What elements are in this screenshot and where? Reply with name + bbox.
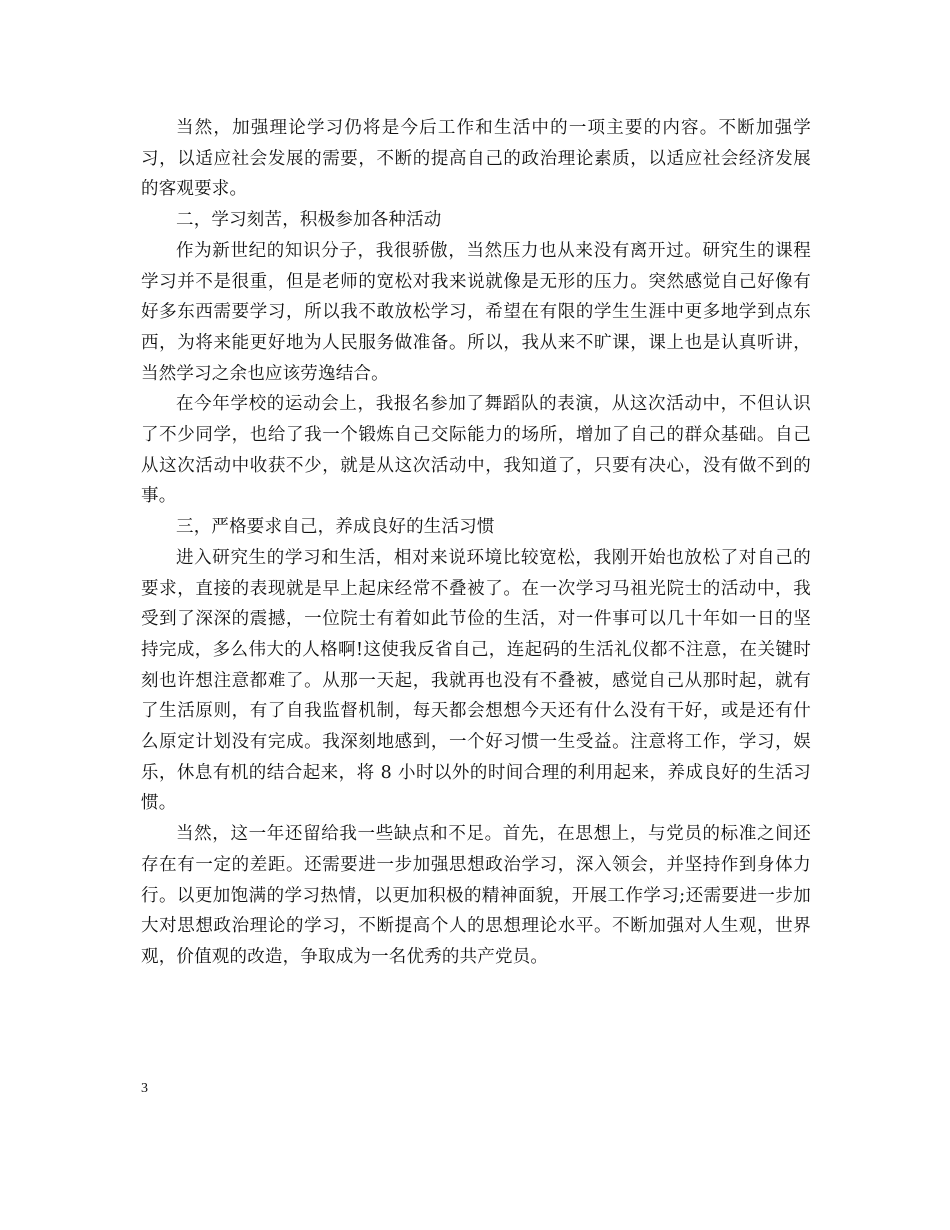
paragraph-shortcomings: 当然，这一年还留给我一些缺点和不足。首先，在思想上，与党员的标准之间还存在有一定的差距。还需要进一步加强思想政治学习，深入领会，并坚持作到身体力行。以更加饱满的学习热情，以更加积极的精神面貌，开展工作学习;还需要进一步加大对思想政治理论的学习，不断提高个人的思想理论水平。不断加强对人生观，世界观，价值观的改造，争取成为一名优秀的共产党员。	[141, 824, 811, 967]
paragraph-living-habits: 进入研究生的学习和生活，相对来说环境比较宽松，我刚开始也放松了对自己的要求，直接的表现就是早上起床经常不叠被了。在一次学习马祖光院士的活动中，我受到了深深的震撼，一位院士有着如此节俭的生活，对一件事可以几十年如一日的坚持完成，多么伟大的人格啊!这使我反省自己，连起码的生活礼仪都不注意，在关键时刻也许想注意都难了。从那一天起，我就再也没有不叠被，感觉自己从那时起，就有了生活原则，有了自我监督机制，每天都会想想今天还有什么没有干好，或是还有什么原定计划没有完成。我深刻地感到，一个好习惯一生受益。注意将工作，学习，娱乐，休息有机的结合起来，将 8 小时以外的时间合理的利用起来，养成良好的生活习惯。	[141, 547, 811, 814]
paragraph-sports-meeting: 在今年学校的运动会上，我报名参加了舞蹈队的表演，从这次活动中，不但认识了不少同学，也给了我一个锻炼自己交际能力的场所，增加了自己的群众基础。自己从这次活动中收获不少，就是从这次活动中，我知道了，只要有决心，没有做不到的事。	[141, 394, 811, 507]
page-number: 3	[141, 1081, 148, 1096]
paragraph-theory-study: 当然，加强理论学习仍将是今后工作和生活中的一项主要的内容。不断加强学习，以适应社会发展的需要，不断的提高自己的政治理论素质，以适应社会经济发展的客观要求。	[141, 118, 811, 200]
section-heading-three: 三，严格要求自己，养成良好的生活习惯	[176, 517, 495, 538]
paragraph-graduate-study: 作为新世纪的知识分子，我很骄傲，当然压力也从来没有离开过。研究生的课程学习并不是很重，但是老师的宽松对我来说就像是无形的压力。突然感觉自己好像有好多东西需要学习，所以我不敢放松学习，希望在有限的学生生涯中更多地学到点东西，为将来能更好地为人民服务做准备。所以，我从来不旷课，课上也是认真听讲，当然学习之余也应该劳逸结合。	[141, 240, 811, 384]
document-body	[141, 113, 811, 973]
section-heading-two: 二，学习刻苦，积极参加各种活动	[176, 210, 442, 231]
